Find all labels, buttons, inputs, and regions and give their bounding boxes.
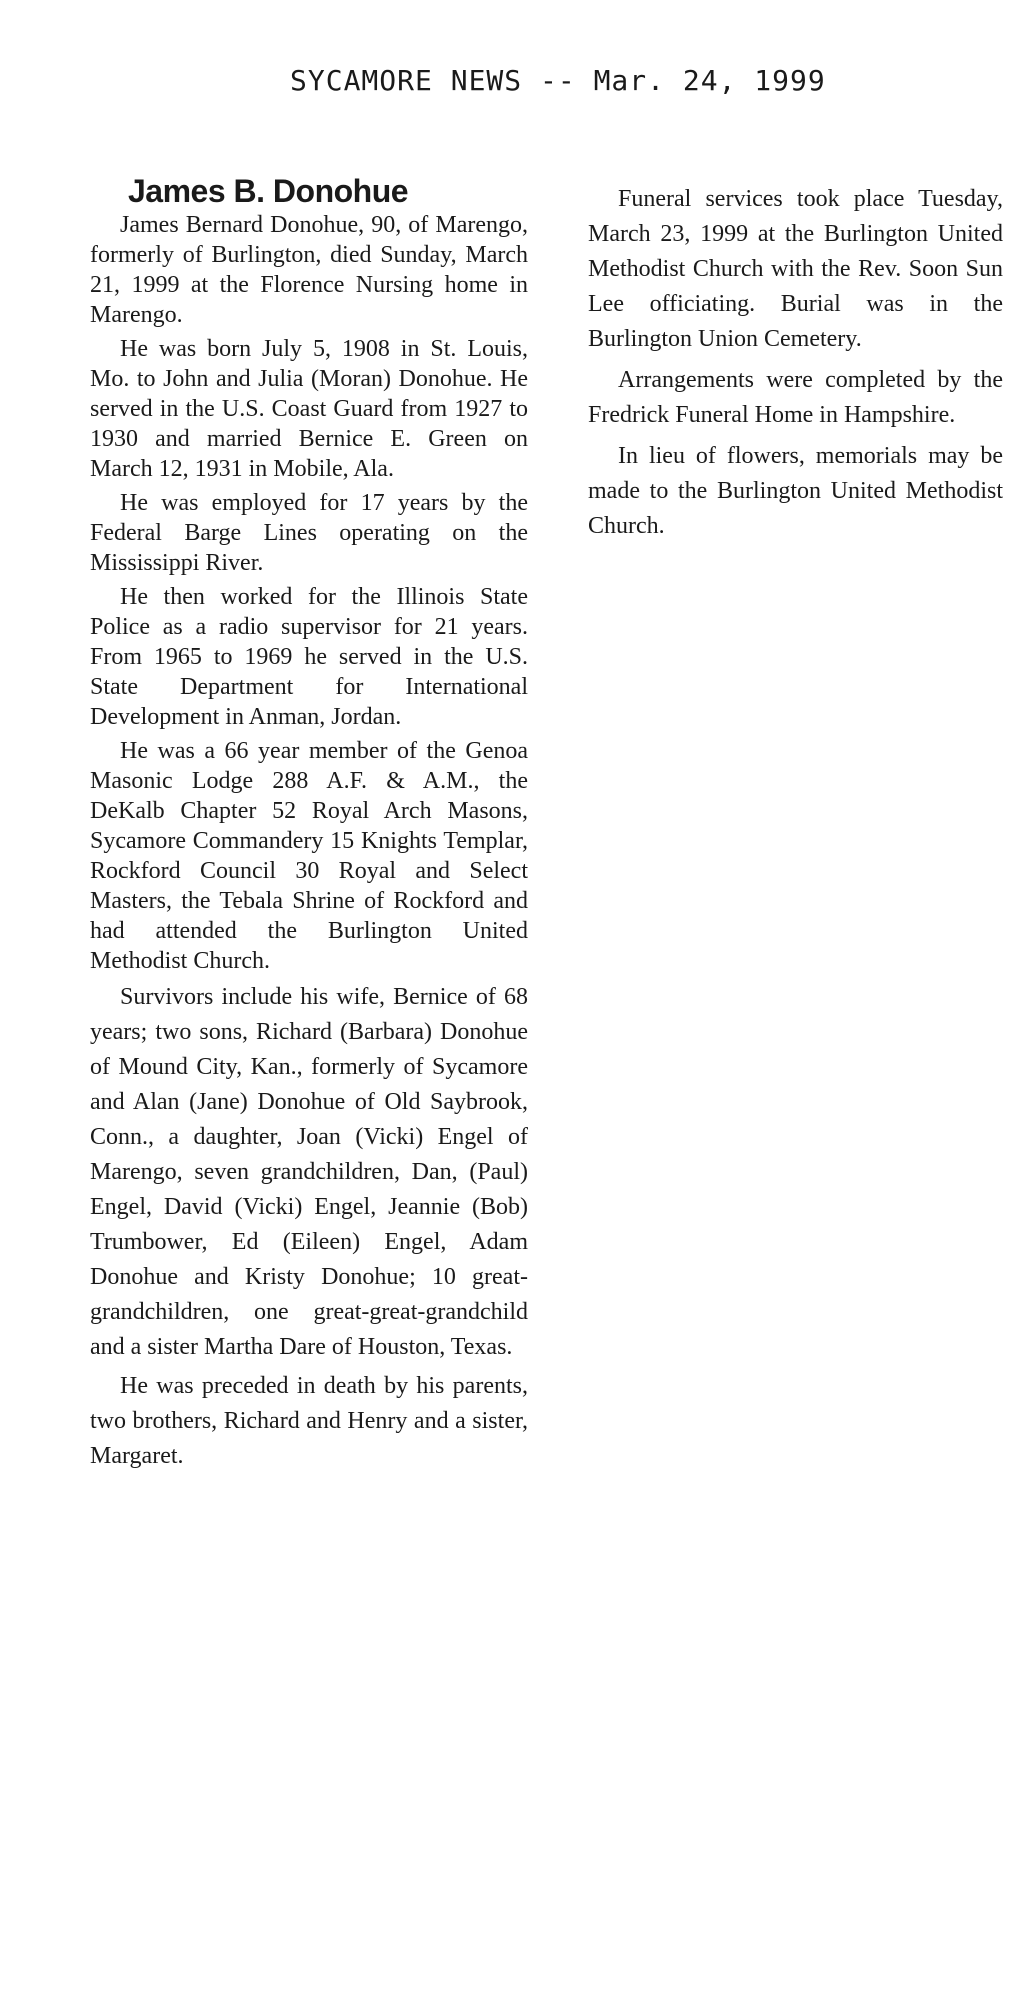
obituary-paragraph: He was a 66 year member of the Genoa Masonic Lodge 288 A.F. & A.M., the DeKalb Chapter 52 Royal Arch Masons, Sycamore Commandery 15 Knights Templar, Rockford Council 30 Royal and Select Masters, the Tebala Shrine of Rockford and had attended the Burlington United Methodist Church. — [90, 738, 528, 974]
obituary-paragraph: In lieu of flowers, memorials may be made to the Burlington United Methodist Church. — [588, 443, 1003, 539]
newspaper-dateline: SYCAMORE NEWS -- Mar. 24, 1999 — [290, 64, 826, 97]
obituary-paragraph: He was born July 5, 1908 in St. Louis, Mo. to John and Julia (Moran) Donohue. He served in the U.S. Coast Guard from 1927 to 1930 and married Bernice E. Green on March 12, 1931 in Mobile, Ala. — [90, 336, 528, 482]
obituary-paragraph: He then worked for the Illinois State Police as a radio supervisor for 21 years. From 1965 to 1969 he served in the U.S. State Department for International Development in Anman, Jordan. — [90, 584, 528, 730]
obituary-headline: James B. Donohue — [128, 173, 409, 209]
obituary-paragraph: James Bernard Donohue, 90, of Marengo, formerly of Burlington, died Sunday, March 21, 1999 at the Florence Nursing home in Marengo. — [90, 212, 528, 328]
obituary-right-column — [588, 182, 1003, 550]
obituary-left-column — [90, 172, 528, 1478]
obituary-paragraph: Funeral services took place Tuesday, March 23, 1999 at the Burlington United Methodist Church with the Rev. Soon Sun Lee officiating. Burial was in the Burlington Union Cemetery. — [588, 186, 1003, 352]
obituary-paragraph: He was employed for 17 years by the Federal Barge Lines operating on the Mississippi River. — [90, 490, 528, 576]
obituary-paragraph: He was preceded in death by his parents, two brothers, Richard and Henry and a sister, Margaret. — [90, 1373, 528, 1469]
obituary-paragraph: Arrangements were completed by the Fredrick Funeral Home in Hampshire. — [588, 367, 1003, 428]
obituary-paragraph: Survivors include his wife, Bernice of 68 years; two sons, Richard (Barbara) Donohue of Mound City, Kan., formerly of Sycamore and Alan (Jane) Donohue of Old Saybrook, Conn., a daughter, Joan (Vicki) Engel of Marengo, seven grandchildren, Dan, (Paul) Engel, David (Vicki) Engel, Jeannie (Bob) Trumbower, Ed (Eileen) Engel, Adam Donohue and Kristy Donohue; 10 great-grandchildren, one great-great-grandchild and a sister Martha Dare of Houston, Texas. — [90, 984, 528, 1360]
